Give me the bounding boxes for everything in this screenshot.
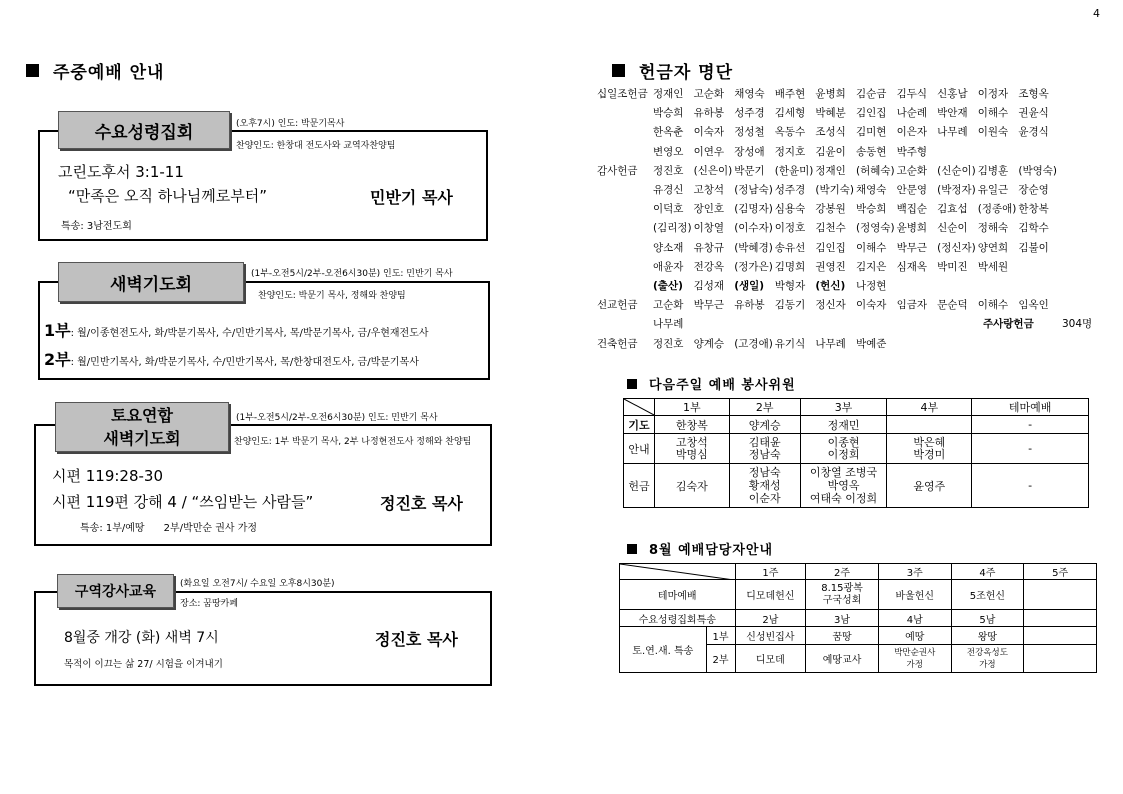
donor-name: (박기숙) [815,184,854,196]
donor-name: 이해수 [855,241,887,254]
donor-name: 이숙자 [693,126,725,139]
donor-name: 김세형 [774,107,806,120]
table-row [620,627,1097,645]
table-cell: 디모데헌신 [735,580,806,610]
wednesday-scripture: 고린도후서 3:1-11 [58,163,184,181]
table-cell: 김태윤 정남숙 [729,434,800,464]
donor-name: (헌신) [815,280,846,292]
donor-name: 장순영 [1018,184,1049,196]
table-cell: 예땅 [878,627,951,645]
donor-list [597,86,1107,366]
donor-names [653,336,897,351]
wednesday-preacher: 민반기 목사 [370,188,453,207]
row-label: 안내 [624,434,655,464]
donor-name: 이연우 [693,145,725,158]
donor-name: 이해수 [977,299,1009,312]
table-cell: 5남 [951,610,1024,627]
donor-name: 한창복 [1018,203,1049,216]
table-cell: 바울헌신 [878,580,951,610]
donor-names [653,144,937,159]
wednesday-sermon: “만족은 오직 하나님께로부터” [68,187,267,205]
donor-names [653,297,1059,312]
donor-name: 박혜분 [815,107,846,120]
header-cell: 5주 [1024,564,1097,580]
donor-name: 유경신 [653,184,684,196]
donor-names [653,240,1059,255]
wednesday-info-time: (오후7시) 인도: 박문기목사 [236,119,345,129]
donor-name: 이정자 [977,88,1009,100]
donor-name: 김윤이 [815,145,846,158]
donor-name: 박예준 [855,337,887,350]
donor-name: 심재옥 [896,260,927,273]
donor-name: 송유선 [774,241,806,254]
dawn-info-time: (1부-오전5시/2부-오전6시30분) 인도: 민반기 목사 [251,269,453,279]
header-cell: 1주 [735,564,806,580]
wednesday-special: 특송: 3남전도회 [61,221,132,232]
donor-name: 정진호 [653,164,684,177]
table-cell: 3남 [806,610,879,627]
saturday-info-time: (1부-오전5시/2부-오전6시30분) 인도: 민반기 목사 [236,413,438,423]
row-label: 수요성령집회특송 [620,610,736,627]
donor-name: 박미진 [937,260,968,273]
donor-name: 김인집 [815,241,846,254]
donor-name: 나무례 [815,337,846,350]
section-title-service [627,374,796,393]
donor-name: 이원숙 [977,126,1009,139]
saturday-scripture: 시편 119:28-30 [52,467,164,485]
square-bullet-icon [26,64,39,77]
table-cell: 양계승 [729,416,800,434]
donor-name: (이수자) [734,222,773,235]
donor-names [653,105,1059,120]
district-preacher: 정진호 목사 [375,630,458,649]
donor-name: 정성철 [734,126,765,139]
header-cell: 4주 [951,564,1024,580]
donor-name: 이창열 [693,222,725,235]
table-cell: 예땅교사 [806,645,879,673]
extra-offering-count: 304명 [1062,318,1093,331]
donor-name: (신순이) [937,164,976,177]
donor-name: 박형자 [774,280,806,292]
table-row [620,610,1097,627]
donor-name: (정신자) [937,241,976,254]
table-cell: 고창석 박명심 [654,434,729,464]
donor-name: 윤병희 [815,88,846,100]
donor-name: 이덕호 [653,203,684,216]
donor-name: (정남숙) [734,184,773,196]
donor-name: 이은자 [896,126,927,139]
donor-names [653,259,1018,274]
donor-name: 김동기 [774,299,806,312]
table-cell: 꿈땅 [806,627,879,645]
table-cell [1024,610,1097,627]
donor-name: 한옥춘 [653,126,684,139]
donor-name: 정해숙 [977,222,1009,235]
donor-name: 성주경 [774,184,806,196]
table-corner [624,399,655,416]
donor-name: 신순이 [937,222,968,235]
table-cell: 5조헌신 [951,580,1024,610]
section-title-text: 다음주일 예배 봉사위원 [649,378,796,393]
donor-name: 배주현 [774,88,806,100]
donor-name: 이해수 [977,107,1009,120]
saturday-tab-line2: 새벽기도회 [103,429,181,448]
donor-name: 정신자 [815,299,846,312]
donor-name: 애윤자 [653,260,684,273]
table-cell: 박만순권사 가정 [878,645,951,673]
donor-name: 박무근 [896,241,927,254]
donor-name: 고순화 [693,88,725,100]
donor-name: 김순금 [855,88,887,100]
table-cell [1024,580,1097,610]
table-cell: 김숙자 [654,464,729,508]
donor-name: 강봉원 [815,203,846,216]
district-info-place: 장소: 꿈땅카페 [180,599,239,609]
section-title-august [627,539,773,558]
donor-name: (박영숙) [1018,164,1057,177]
august-table [619,563,1097,673]
table-cell: 왕땅 [951,627,1024,645]
donor-name: 조형옥 [1018,88,1049,100]
donor-name: 성주경 [734,107,765,120]
donor-name: 양계승 [693,337,725,350]
donor-name: 정지호 [774,145,806,158]
donor-names [653,201,1059,216]
table-cell: 전강옥성도 가정 [951,645,1024,673]
donor-name: 윤병희 [896,222,927,235]
row-label: 테마예배 [620,580,736,610]
donor-names [653,278,897,293]
row-label: 토.연.새. 특송 [620,627,707,673]
district-sub: 목적이 이끄는 삶 27/ 시험을 이겨내기 [64,659,223,670]
diagonal-line-icon [624,399,654,415]
table-corner [620,564,736,580]
donor-name: 박안재 [937,107,968,120]
dawn-row-1-text: : 월/이종현전도사, 화/박문기목사, 수/민반기목사, 목/박문기목사, 금/우현재전도사 [70,328,429,339]
donor-name: 김미현 [855,126,887,139]
table-cell: 정남숙 황재성 이순자 [729,464,800,508]
header-cell: 2부 [729,399,800,416]
donor-name: (정영숙) [855,222,895,235]
donor-name: 채영숙 [734,88,765,100]
row-label: 기도 [624,416,655,434]
donor-name: 채영숙 [855,184,887,196]
table-cell: 박은혜 박경미 [887,434,972,464]
donor-name: 박승희 [855,203,887,216]
page-number: 4 [1093,7,1100,20]
donor-name: 이정호 [774,222,806,235]
donor-name: 백집순 [896,203,927,216]
square-bullet-icon [612,64,625,77]
donor-names [653,220,1059,235]
donor-name: 권영진 [815,260,846,273]
donor-name: 문순덕 [937,299,968,312]
donor-category-label: 선교헌금 [597,299,638,312]
saturday-info-praise: 찬양인도: 1부 박문기 목사, 2부 나정현전도사 정해와 찬양팀 [234,437,472,447]
saturday-preacher: 정진호 목사 [380,494,463,513]
table-row [624,416,1089,434]
donor-name: (정가은) [734,260,773,273]
donor-name: 정재인 [653,88,684,100]
row-sublabel: 1부 [706,627,735,645]
donor-name: (정종애) [977,203,1017,216]
table-cell: 2남 [735,610,806,627]
wednesday-info-praise: 찬양인도: 한창대 전도사와 교역자찬양팀 [236,141,396,151]
donor-names [653,316,694,331]
dawn-row-2-label: 2부 [44,350,71,369]
donor-name: 나무례 [653,318,684,331]
dawn-row-2-text: : 월/민반기목사, 화/박문기목사, 수/민반기목사, 목/한창대전도사, 금/박문기목사 [70,357,419,368]
donor-name: 유하봉 [693,107,725,120]
section-title-text: 헌금자 명단 [639,63,734,83]
donor-name: (신은이) [693,164,733,177]
donor-name: 임금자 [896,299,927,312]
donor-name: 심용숙 [774,203,806,216]
donor-name: (생일) [734,280,765,292]
district-tab: 구역강사교육 [57,574,174,608]
donor-name: 장성애 [734,145,765,158]
donor-category-label: 건축헌금 [597,337,638,350]
table-cell: 이창열 조병국 박영옥 여태숙 이정희 [800,464,887,508]
donor-name: (고경애) [734,337,773,350]
donor-name: (박혜경) [734,241,773,254]
donor-name: 김지은 [855,260,887,273]
donor-name: 유일근 [977,184,1009,196]
donor-name: (김명자) [734,203,773,216]
table-cell: 8.15광복 구국성회 [806,580,879,610]
donor-names [653,163,1059,178]
table-cell: 신성빈집사 [735,627,806,645]
donor-name: 김인집 [855,107,887,120]
saturday-sermon: 시편 119편 강해 4 / “쓰임받는 사람들” [52,493,314,511]
donor-name: 박주형 [896,145,927,158]
service-table [623,398,1089,508]
section-title-donors [612,58,733,83]
table-cell: 한창복 [654,416,729,434]
donor-name: 옥동수 [774,126,806,139]
donor-name: 정재인 [815,164,846,177]
donor-name: 나정현 [855,280,887,292]
table-cell [1024,645,1097,673]
donor-name: (김리정) [653,222,692,235]
donor-name: 김효섭 [937,203,968,216]
donor-name: 김병훈 [977,164,1009,177]
header-cell: 테마예배 [972,399,1089,416]
donor-name: 나무례 [937,126,968,139]
table-cell [1024,627,1097,645]
table-cell: 4남 [878,610,951,627]
table-cell: 이종현 이정희 [800,434,887,464]
header-cell: 2주 [806,564,879,580]
table-cell: - [972,464,1089,508]
dawn-tab: 새벽기도회 [58,262,244,302]
dawn-row-2 [44,347,419,370]
dawn-row-1-label: 1부 [44,321,71,340]
donor-name: 박승희 [653,107,684,120]
donor-name: 유기식 [774,337,806,350]
donor-name: 전강옥 [693,260,725,273]
table-cell: 정재민 [800,416,887,434]
donor-name: 유하봉 [734,299,765,312]
dawn-info-praise: 찬양인도: 박문기 목사, 정해와 찬양팀 [258,291,406,301]
wednesday-tab: 수요성령집회 [58,111,230,149]
header-cell: 1부 [654,399,729,416]
square-bullet-icon [627,544,637,554]
section-title-text: 주중예배 안내 [53,63,165,83]
table-cell: - [972,434,1089,464]
donor-name: (박정자) [937,184,976,196]
donor-name: (출산) [653,280,683,292]
donor-name: 김불이 [1018,241,1049,254]
section-title-text: 8월 예배담당자안내 [649,543,774,558]
donor-name: 변영오 [653,145,684,158]
section-title-weekly [26,58,164,83]
donor-name: 정진호 [653,337,684,350]
district-main: 8월중 개강 (화) 새벽 7시 [64,630,219,646]
donor-names [653,182,1059,197]
donor-name: 윤경식 [1018,126,1049,139]
table-row [620,580,1097,610]
donor-name: 김명희 [774,260,806,273]
donor-name: 김천수 [815,222,846,235]
header-cell: 3주 [878,564,951,580]
donor-name: 신홍남 [937,88,968,100]
donor-name: 임옥인 [1018,299,1049,312]
table-row [624,434,1089,464]
saturday-special: 특송: 1부/예땅 2부/박만순 권사 가정 [80,523,258,534]
donor-names [653,124,1059,139]
donor-name: 김학수 [1018,222,1049,235]
saturday-tab [55,402,229,452]
donor-name: 고창석 [693,184,725,196]
table-cell: - [972,416,1089,434]
row-label: 헌금 [624,464,655,508]
header-cell: 4부 [887,399,972,416]
donor-name: 양연희 [977,241,1009,254]
donor-category-label: 감사헌금 [597,164,638,177]
donor-name: 나순례 [896,107,927,120]
donor-name: (한윤미) [774,164,814,177]
saturday-tab-line1: 토요연합 [111,406,173,425]
district-info-time: (화요일 오전7시/ 수요일 오후8시30분) [180,579,335,589]
donor-name: 장인호 [693,203,725,216]
donor-category-label: 십일조헌금 [597,88,648,100]
donor-name: 이숙자 [855,299,887,312]
donor-name: 권윤식 [1018,107,1049,120]
donor-name: 송동현 [855,145,887,158]
donor-name: 박문기 [734,164,765,177]
donor-name: 김두식 [896,88,927,100]
table-row [624,464,1089,508]
donor-name: 고순화 [653,299,684,312]
donor-name: (허혜숙) [855,164,895,177]
donor-name: 조성식 [815,126,846,139]
diagonal-line-icon [620,564,734,580]
table-cell [887,416,972,434]
donor-name: 유창규 [693,241,725,254]
donor-names [653,86,1059,101]
dawn-row-1 [44,318,429,341]
donor-name: 안문영 [896,184,927,196]
donor-name: 양소재 [653,241,684,254]
donor-name: 박무근 [693,299,725,312]
table-cell: 윤영주 [887,464,972,508]
donor-name: 김성재 [693,280,725,292]
row-sublabel: 2부 [706,645,735,673]
square-bullet-icon [627,379,637,389]
extra-offering-label: 주사랑헌금 [983,318,1034,331]
donor-name: 박세원 [977,260,1009,273]
header-cell: 3부 [800,399,887,416]
table-cell: 디모데 [735,645,806,673]
donor-name: 고순화 [896,164,927,177]
